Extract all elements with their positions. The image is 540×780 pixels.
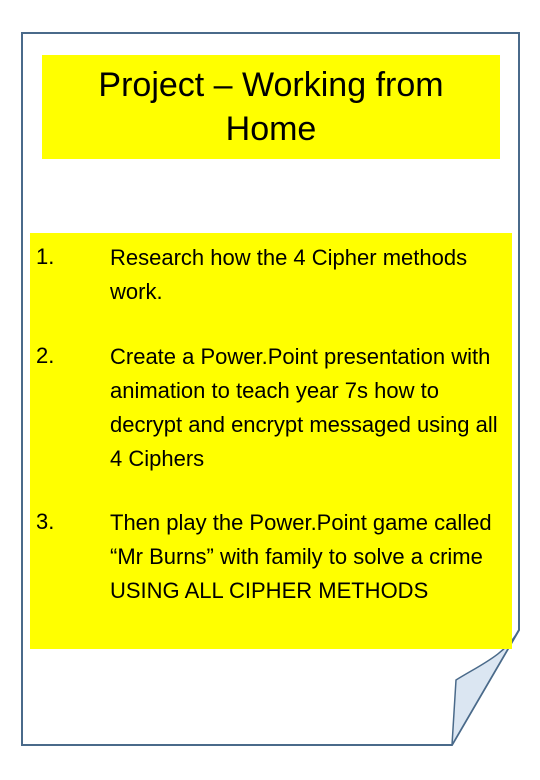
list-item-text: Research how the 4 Cipher methods work. — [110, 245, 468, 304]
task-list — [30, 233, 512, 649]
page-title: Project – Working from Home — [98, 66, 444, 148]
list-item-text: Then play the Power.Point game called “Mr Burns” with family to solve a crime USING ALL CIPHER METHODS — [110, 510, 492, 603]
list-item-number: 3. — [36, 509, 55, 534]
list-item-text: Create a Power.Point presentation with animation to teach year 7s how to decrypt and encrypt messaged using all 4 Ciphers — [110, 344, 498, 471]
title-banner — [42, 55, 500, 159]
list-item-number: 1. — [36, 244, 55, 269]
list-item-number: 2. — [36, 343, 55, 368]
